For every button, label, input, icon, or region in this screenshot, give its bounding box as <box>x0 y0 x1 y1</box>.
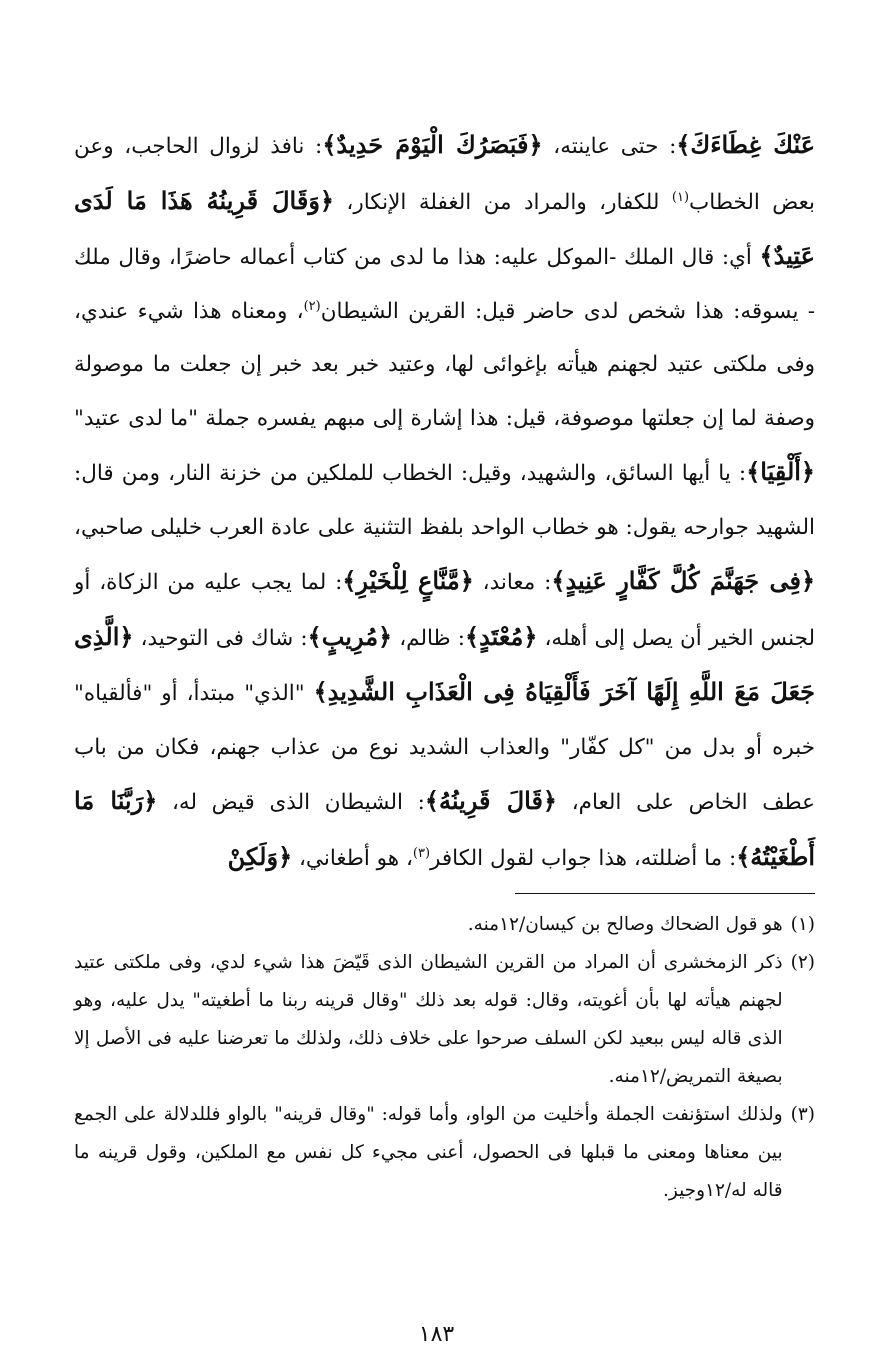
text-run: : معاند، <box>473 570 552 595</box>
footnote-divider <box>515 893 815 894</box>
quran-verse: ﴿فَبَصَرُكَ الْيَوْمَ حَدِيدٌ﴾ <box>322 130 543 159</box>
footnote-2 <box>74 944 815 1096</box>
text-run: : يا أيها السائق، والشهيد، وقيل: الخطاب للملكين من خزنة النار، ومن قال: الشهيد جوارحه يقول: هو خطاب الواحد بلفظ التثنية على عادة العرب خليلى صاحبي، <box>74 461 815 540</box>
quran-verse: ﴿قَالَ قَرِينُهُ﴾ <box>424 786 557 815</box>
quran-verse: ﴿مُرِيبٍ﴾ <box>307 621 393 651</box>
quran-verse: ﴿مَّنَّاعٍ لِلْخَيْرِ﴾ <box>342 566 474 595</box>
quran-verse: ﴿فِى جَهَنَّمَ كُلَّ كَفَّارٍ عَنِيدٍ﴾ <box>551 566 816 595</box>
quran-verse: ﴿الَّذِى جَعَلَ مَعَ اللَّهِ إِلَهًا آخَرَ فَأَلْقِيَاهُ فِى الْعَذَابِ الشَّدِيدِ﴾ <box>74 621 815 706</box>
text-run: : نافذ لزوال الحاجب، وعن بعض الخطاب <box>74 134 815 215</box>
footnotes <box>74 906 815 1210</box>
quran-verse: ﴿وَلَكِنْ <box>227 841 293 871</box>
footnote-number: (١) <box>790 914 815 935</box>
footnote-number: (٢) <box>790 952 815 973</box>
main-text <box>74 118 815 885</box>
text-run: للكفار، والمراد من الغفلة الإنكار، <box>333 189 672 215</box>
footnote-ref: (٣) <box>412 845 431 861</box>
footnote-1 <box>74 906 815 944</box>
quran-verse: ﴿أَلْقِيَا﴾ <box>746 457 815 486</box>
text-run: : ما أضللته، هذا جواب لقول الكافر <box>430 845 737 871</box>
text-run: : حتى عاينته، <box>542 134 677 159</box>
footnote-text: ذكر الزمخشرى أن المراد من القرين الشيطان الذى قَيّضَ هذا شيء لدي، وفى ملكتى عتيد لجهنم هيأته لها بأن أغويته، وقال: قوله بعد ذلك "وقال قرينه ربنا ما أطغيته" يدل عليه، وهو الذى قاله ليس ببعيد لكن السلف صرحوا على خلاف ذلك، ولذلك ما تعرضنا عليه فى الأصل إلا بصيغة التمريض/١٢منه. <box>74 952 783 1087</box>
text-run: ، هو أطغاني، <box>292 845 413 871</box>
footnote-text: هو قول الضحاك وصالح بن كيسان/١٢منه. <box>467 914 783 935</box>
footnote-number: (٣) <box>790 1104 815 1125</box>
footnote-text: ولذلك استؤنفت الجملة وأخليت من الواو، وأما قوله: "وقال قرينه" بالواو فللدلالة على الجمع بين معناها ومعنى ما قبلها فى الحصول، أعنى مجيء كل نفس مع الملكين، وقول قرينه ما قاله له/١٢وجيز. <box>74 1104 783 1201</box>
page-number: ١٨٣ <box>418 1322 455 1347</box>
text-run: : الشيطان الذى قيض له، <box>157 790 425 815</box>
footnote-3 <box>74 1096 815 1210</box>
quran-verse: ﴿مُعْتَدٍ﴾ <box>465 621 538 651</box>
text-run: ، ومعناه هذا شيء عندي، وفى ملكتى عتيد لجهنم هيأته بإغوائى لها، وعتيد خبر بعد خبر إن جعلت ما موصولة وصفة لما إن جعلتها موصوفة، قيل: هذا إشارة إلى مبهم يفسره جملة "ما لدى عتيد" <box>74 298 815 431</box>
quran-verse: ﴿رَبَّنَا مَا أَطْغَيْتُهُ﴾ <box>74 786 815 871</box>
text-run: : شاك فى التوحيد، <box>133 625 308 651</box>
footnote-ref: (١) <box>671 189 690 205</box>
quran-verse: ﴿وَقَالَ قَرِينُهُ هَذَا مَا لَدَى عَتِيدٌ﴾ <box>74 185 815 270</box>
text-run: : ظالم، <box>392 625 465 651</box>
text-run: أي: قال الملك -الموكل عليه: هذا ما لدى من كتاب أعماله حاضرًا، وقال ملك - يسوقه: هذا شخص لدى حاضر قيل: القرين الشيطان <box>74 245 815 324</box>
text-run: : لما يجب عليه من الزكاة، أو لجنس الخير أن يصل إلى أهله، <box>74 570 816 651</box>
text-run: "الذي" مبتدأ، أو "فألقياه" خبره أو بدل من "كل كفّار" والعذاب الشديد نوع من عذاب جهنم، فكان من باب عطف الخاص على العام، <box>74 681 816 815</box>
footnote-ref: (٢) <box>303 298 321 314</box>
quran-verse: عَنْكَ غِطَاءَكَ﴾ <box>676 130 816 159</box>
